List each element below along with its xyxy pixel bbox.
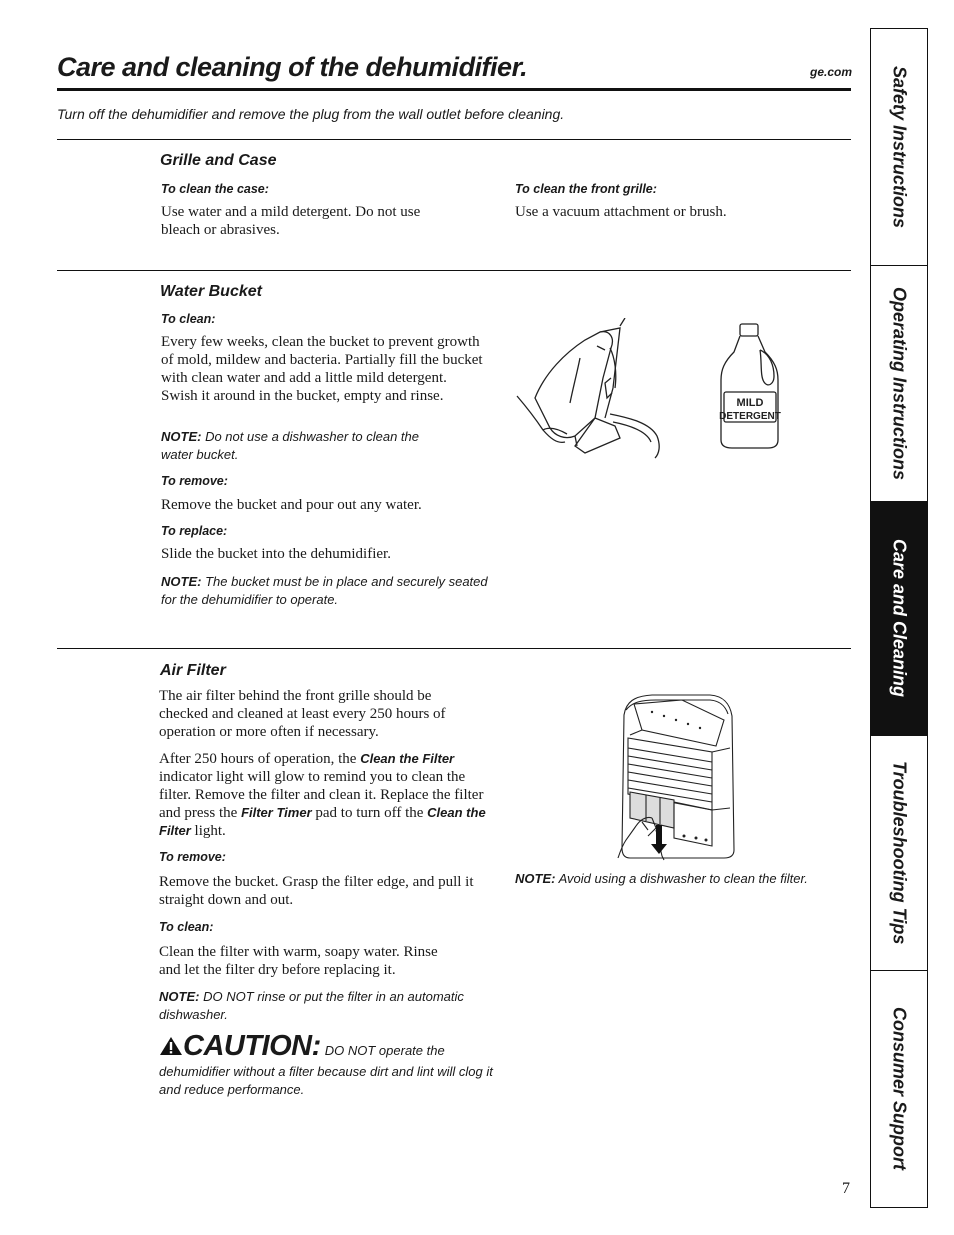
front-grille-text: Use a vacuum attachment or brush. [515,204,727,220]
header-rule [57,88,851,91]
tab-safety-instructions[interactable]: Safety Instructions [871,29,927,266]
bucket-clean-label: To clean: [161,312,216,326]
tab-consumer-support[interactable]: Consumer Support [889,1007,910,1171]
filter-paragraph-1: The air filter behind the front grille should be checked and cleaned at least every 250 hours of operation or more often if necessary. [159,688,446,740]
bucket-replace-label: To replace: [161,524,228,538]
section-divider [57,270,851,271]
filter-paragraph-2: After 250 hours of operation, the Clean the Filter indicator light will glow to remind you to clean the filter. Remove the filter and clean it. Replace the filter and press the Filter Timer pad to turn off the Clean the Filter light. [159,751,486,839]
intro-text: Turn off the dehumidifier and remove the plug from the wall outlet before cleaning. [57,106,565,122]
filter-clean-text: Clean the filter with warm, soapy water. Rinse and let the filter dry before replacing it. [159,944,438,978]
section-divider [57,139,851,140]
case-text: Use water and a mild detergent. Do not use bleach or abrasives. [161,204,421,238]
page-number: 7 [842,1180,850,1197]
section-divider [57,648,851,649]
site-link[interactable]: ge.com [809,65,852,79]
bucket-note-2: NOTE: The bucket must be in place and securely seated for the dehumidifier to operate. [161,574,488,607]
caution-text: DO NOT operate the dehumidifier without a filter because dirt and lint will clog it and reduce performance. [159,1043,493,1097]
tab-care-and-cleaning[interactable]: Care and Cleaning [871,502,927,736]
filter-image-note: NOTE: Avoid using a dishwasher to clean the filter. [515,871,808,886]
bucket-illustration [515,318,665,460]
bucket-remove-text: Remove the bucket and pour out any water. [161,497,422,513]
tab-operating-instructions[interactable]: Operating Instructions [871,266,927,502]
bucket-heading: Water Bucket [160,283,262,300]
grille-heading: Grille and Case [160,152,277,169]
filter-remove-text: Remove the bucket. Grasp the filter edge, and pull it straight down and out. [159,874,474,908]
filter-note: NOTE: DO NOT rinse or put the filter in an automatic dishwasher. [159,989,464,1022]
detergent-bottle-icon [718,322,782,450]
filter-clean-label: To clean: [159,920,214,934]
bottle-label-detergent: DETERGENT [719,411,781,422]
bottle-label-mild: MILD [736,397,764,409]
bucket-replace-text: Slide the bucket into the dehumidifier. [161,546,391,562]
bucket-note-1: NOTE: Do not use a dishwasher to clean the water bucket. [161,429,419,462]
page-title: Care and cleaning of the dehumidifier. [57,52,528,82]
case-label: To clean the case: [161,182,269,196]
section-tabs [870,28,928,1208]
filter-heading: Air Filter [160,662,226,679]
bucket-clean-text: Every few weeks, clean the bucket to prevent growth of mold, mildew and bacteria. Partially fill the bucket with clean water and add a little mild detergent. Swish it around in the bucket, empty and rinse. [161,334,483,404]
caution-block [159,1030,494,1099]
dehumidifier-illustration [612,690,738,862]
bucket-remove-label: To remove: [161,474,228,488]
warning-icon [159,1036,183,1056]
tab-troubleshooting-tips[interactable]: Troubleshooting Tips [871,736,927,971]
caution-label: CAUTION: [183,1030,321,1062]
front-grille-label: To clean the front grille: [515,182,657,196]
filter-remove-label: To remove: [159,850,226,864]
